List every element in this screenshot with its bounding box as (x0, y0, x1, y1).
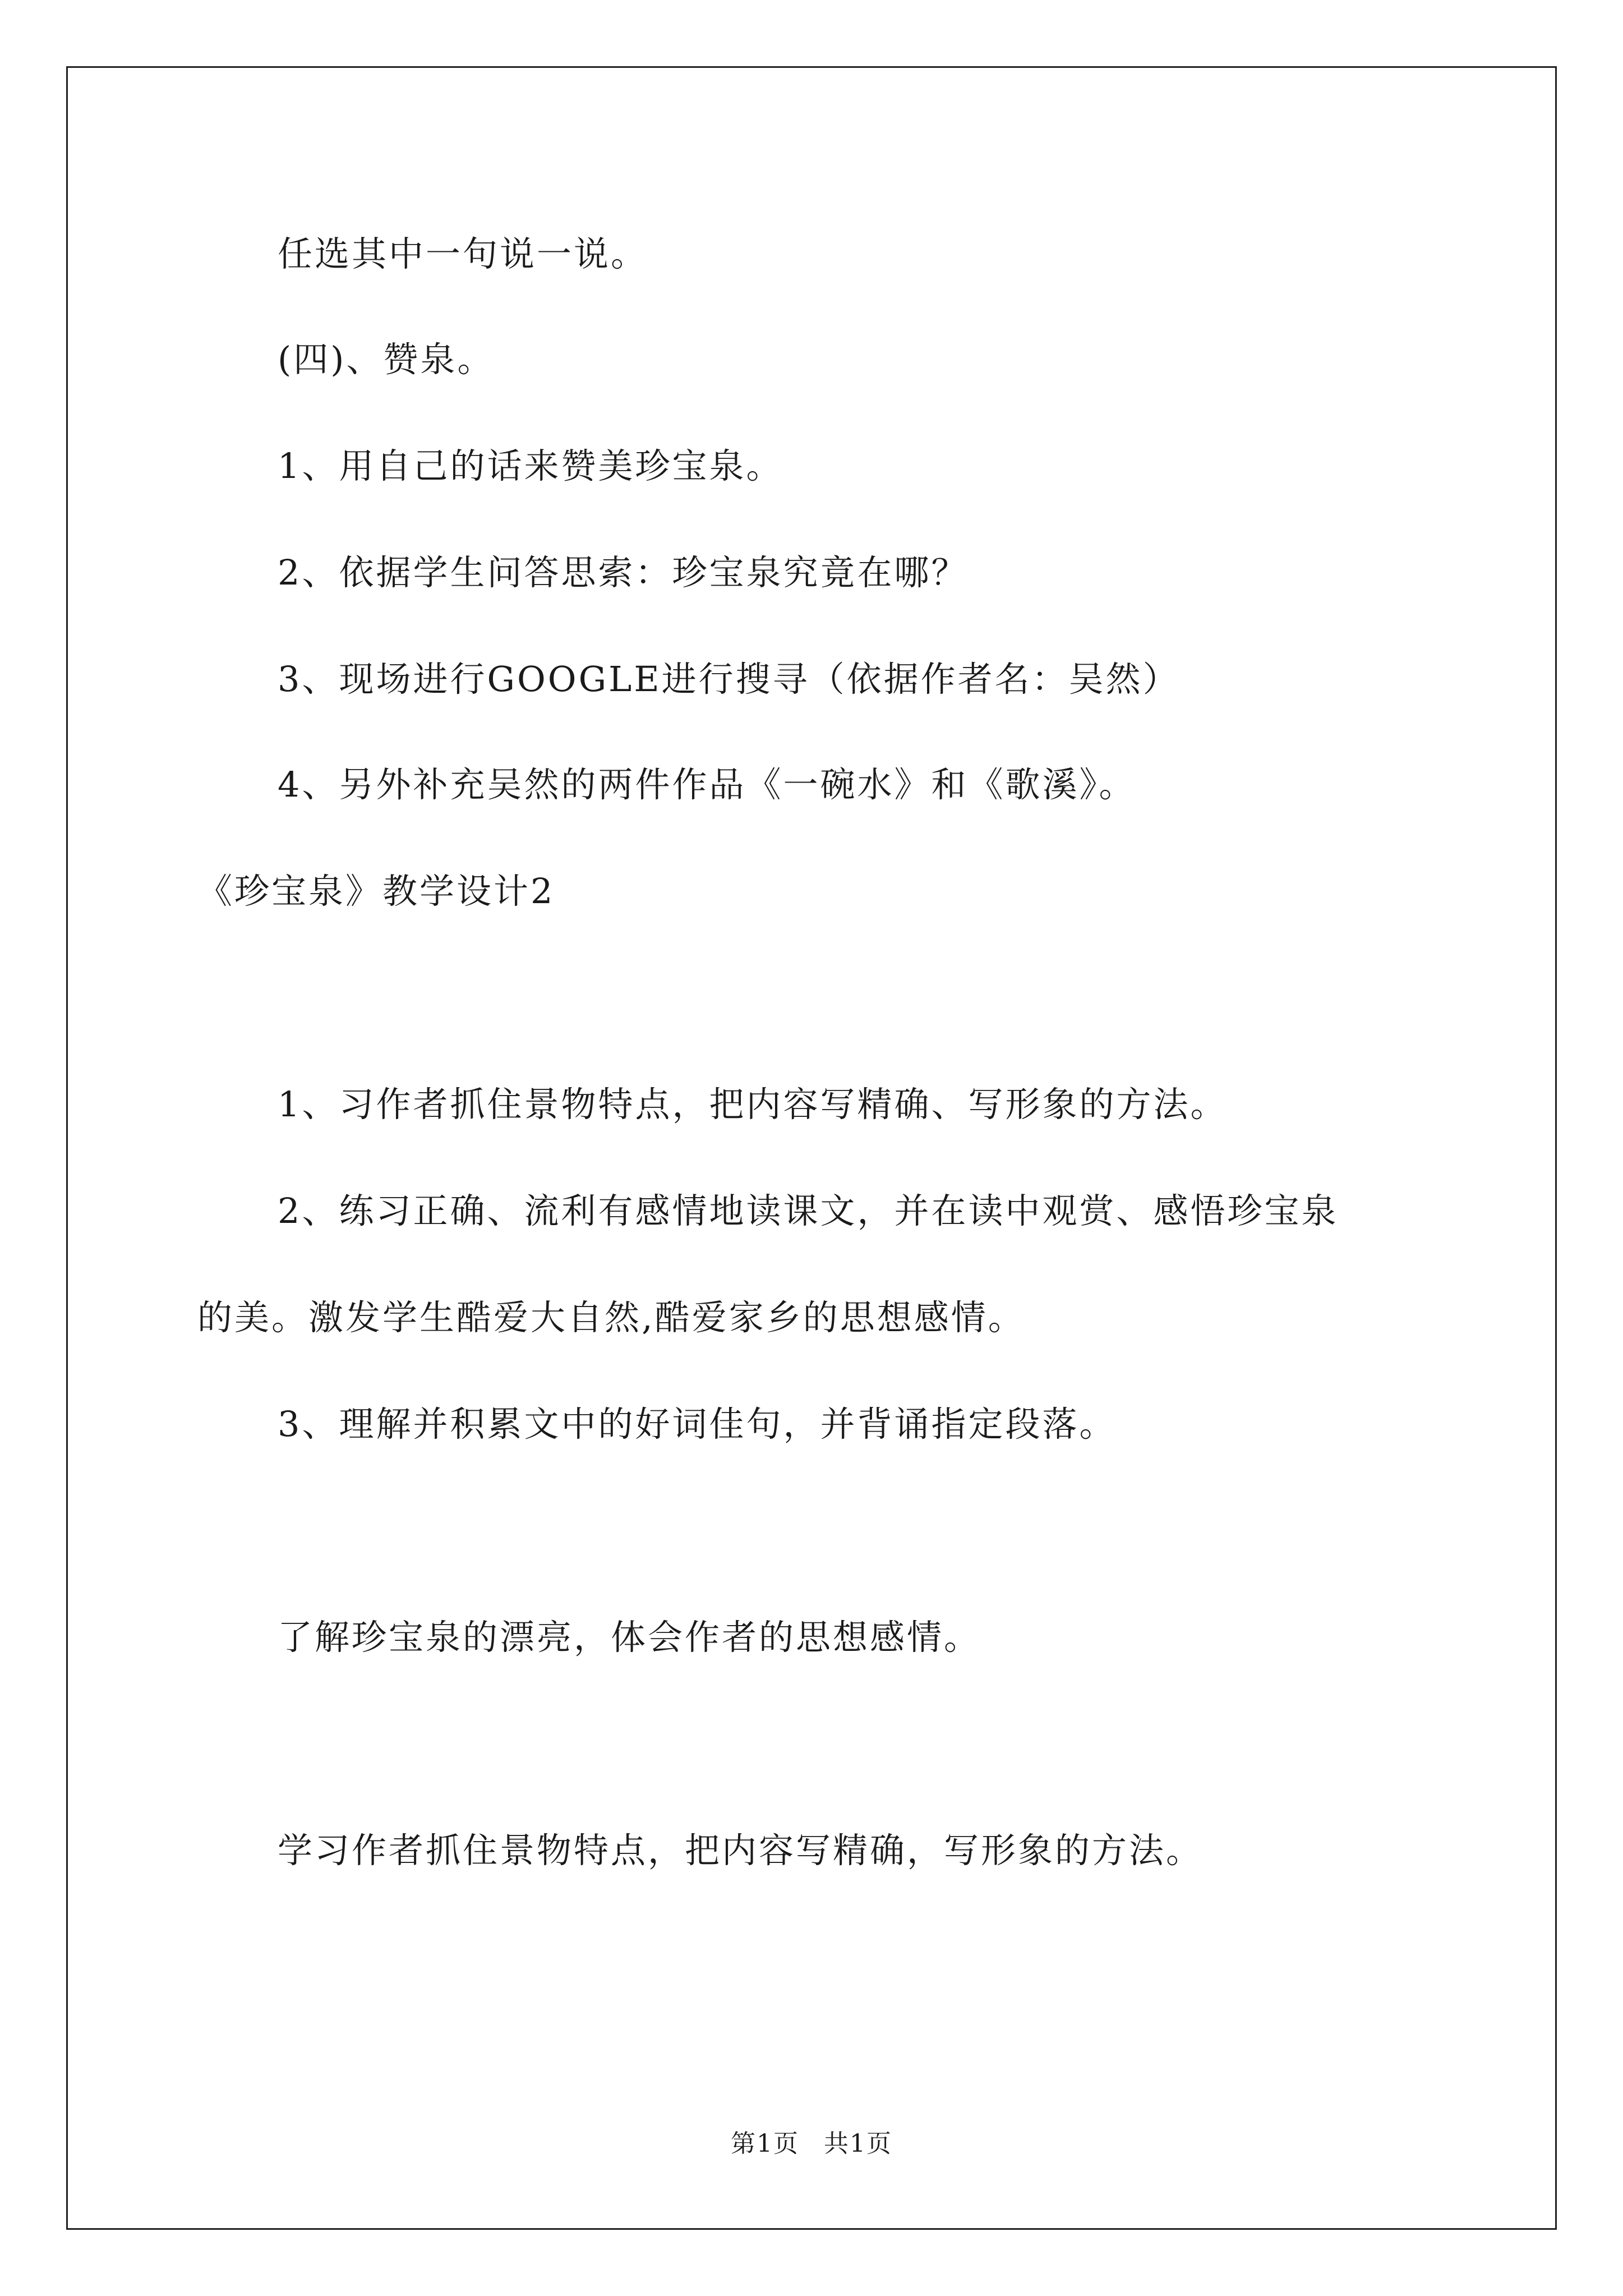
paragraph-8: 1、习作者抓住景物特点，把内容写精确、写形象的方法。 (278, 1084, 1228, 1125)
page-total: 共1页 (824, 2129, 892, 2158)
page-footer (0, 2129, 1623, 2158)
paragraph-10: 3、理解并积累文中的好词佳句，并背诵指定段落。 (278, 1404, 1117, 1444)
paragraph-6: 4、另外补充吴然的两件作品《一碗水》和《歌溪》。 (278, 764, 1136, 805)
paragraph-5: 3、现场进行GOOGLE进行搜寻（依据作者名：吴然） (278, 659, 1180, 700)
paragraph-9-line-1: 2、练习正确、流利有感情地读课文，并在读中观赏、感悟珍宝泉 (278, 1190, 1339, 1231)
section-heading: 《珍宝泉》教学设计2 (197, 871, 555, 912)
page-frame (66, 66, 1557, 2230)
paragraph-4: 2、依据学生问答思索：珍宝泉究竟在哪？ (278, 552, 969, 593)
paragraph-3: 1、用自己的话来赞美珍宝泉。 (278, 445, 783, 486)
paragraph-2: (四)、赞泉。 (278, 339, 495, 380)
paragraph-12: 学习作者抓住景物特点，把内容写精确，写形象的方法。 (278, 1830, 1204, 1871)
paragraph-11: 了解珍宝泉的漂亮，体会作者的思想感情。 (278, 1617, 981, 1658)
paragraph-9-line-2: 的美。激发学生酷爱大自然,酷爱家乡的思想感情。 (197, 1297, 1025, 1338)
page-current: 第1页 (731, 2129, 799, 2158)
paragraph-1: 任选其中一句说一说。 (278, 233, 648, 274)
